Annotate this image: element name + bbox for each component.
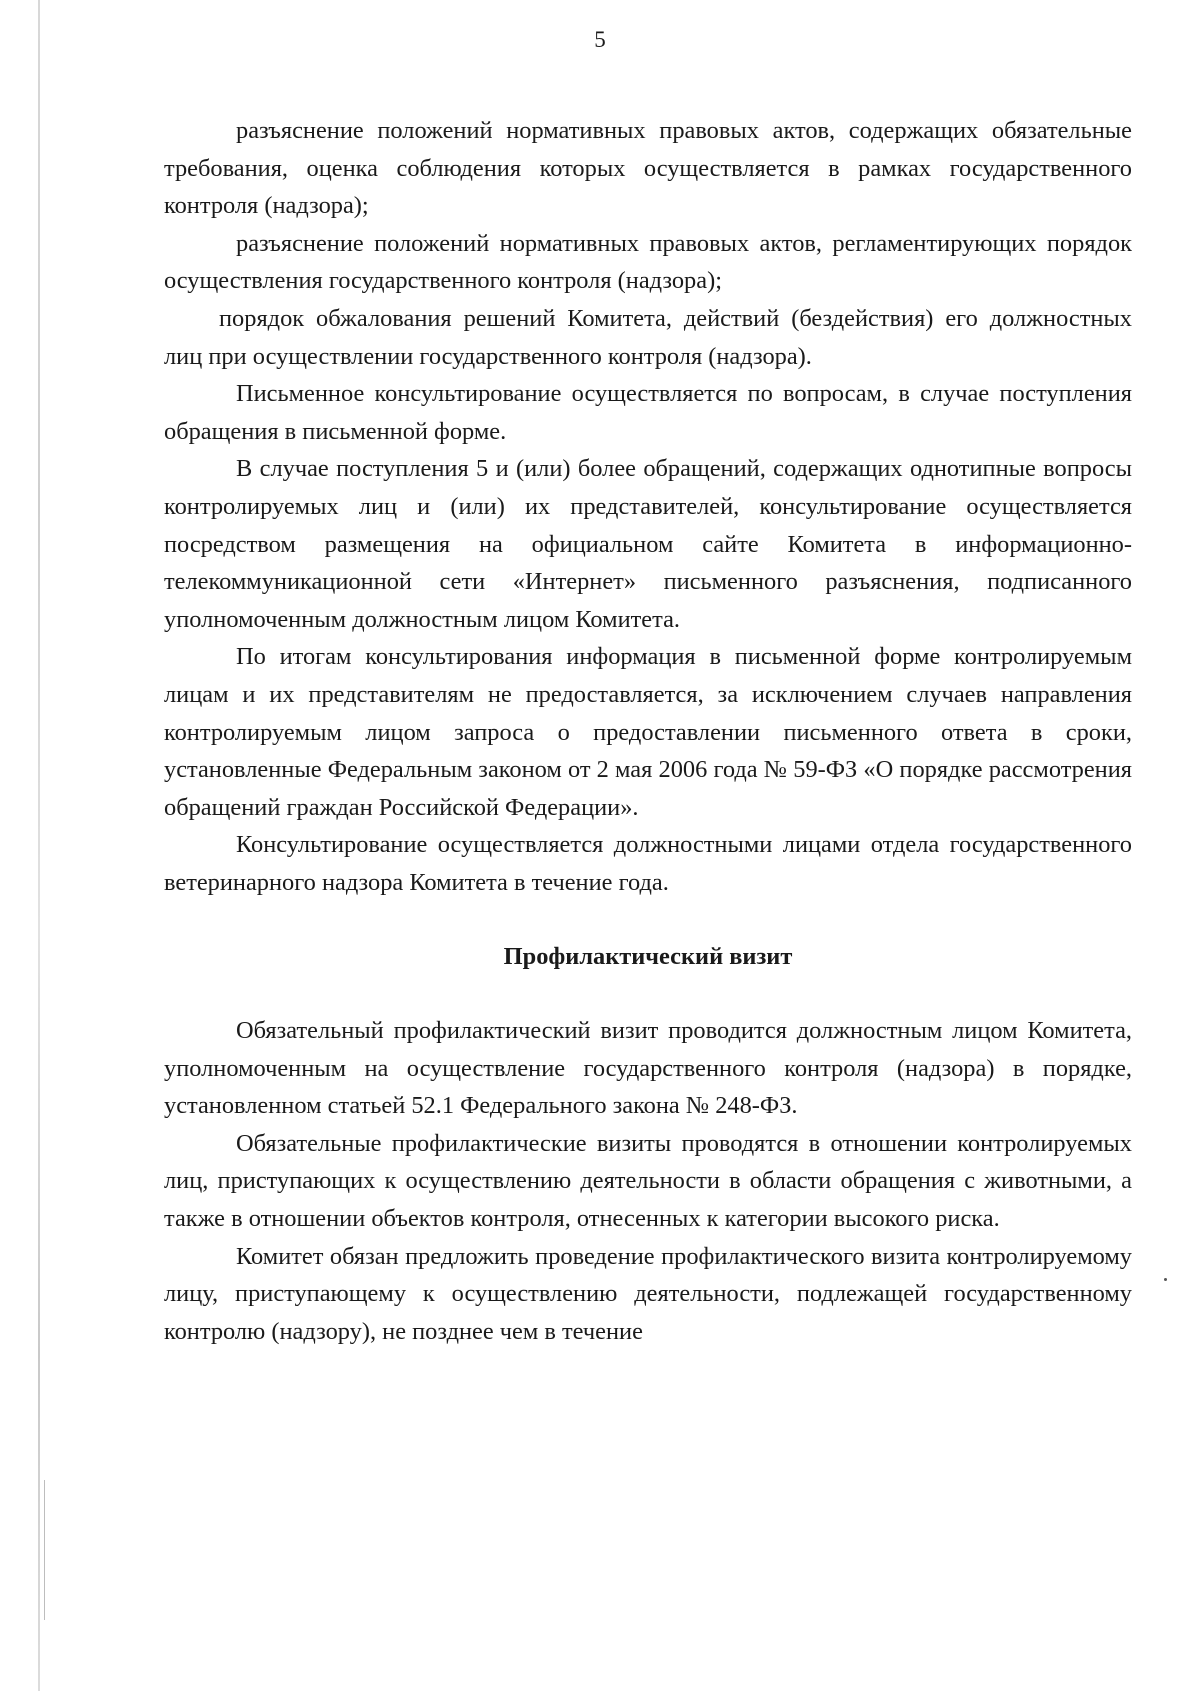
paragraph-multiple-requests: В случае поступления 5 и (или) более обращений, содержащих однотипные вопросы контролируемых лиц и (или) их представителей, консультирование осуществляется посредством размещения на официальном сайте Комитета в информационно-телекоммуникационной сети «Интернет» письменного разъяснения, подписанного уполномоченным должностным лицом Комитета. <box>164 455 1132 633</box>
scan-left-edge <box>38 0 40 1691</box>
paragraph-consulting-results: По итогам консультирования информация в письменной форме контролируемым лицам и их представителям не предоставляется, за исключением случаев направления контролируемым лицом запроса о предоставлении письменного ответа в сроки, установленные Федеральным законом от 2 мая 2006 года № 59-ФЗ «О порядке рассмотрения обращений граждан Российской Федерации». <box>164 643 1132 821</box>
paragraph-item-1: разъяснение положений нормативных правовых актов, содержащих обязательные требования, оценка соблюдения которых осуществляется в рамках государственного контроля (надзора); <box>164 117 1132 220</box>
document-body <box>164 112 1132 1350</box>
section-heading: Профилактический визит <box>503 943 793 971</box>
paragraph-item-3: порядок обжалования решений Комитета, действий (бездействия) его должностных лиц при осуществлении государственного контроля (надзора). <box>164 304 1132 370</box>
page-number: 5 <box>594 27 606 52</box>
paragraph-item-2: разъяснение положений нормативных правовых актов, регламентирующих порядок осуществления государственного контроля (надзора); <box>164 229 1132 295</box>
paragraph-visit-scope: Обязательные профилактические визиты проводятся в отношении контролируемых лиц, приступающих к осуществлению деятельности в области обращения с животными, а также в отношении объектов контроля, отнесенных к категории высокого риска. <box>164 1129 1132 1233</box>
scan-speck <box>1164 1278 1167 1281</box>
paragraph-committee-obligation: Комитет обязан предложить проведение профилактического визита контролируемому лицу, приступающему к осуществлению деятельности, подлежащей государственному контролю (надзору), не позднее чем в течение <box>164 1242 1132 1345</box>
paragraph-written-consulting: Письменное консультирование осуществляется по вопросам, в случае поступления обращения в письменной форме. <box>164 380 1132 445</box>
paragraph-consulting-officials: Консультирование осуществляется должностными лицами отдела государственного ветеринарного надзора Комитета в течение года. <box>164 831 1132 896</box>
scan-edge-mark <box>44 1480 45 1620</box>
paragraph-mandatory-visit: Обязательный профилактический визит проводится должностным лицом Комитета, уполномоченным на осуществление государственного контроля (надзора) в порядке, установленном статьей 52.1 Федерального закона № 248-ФЗ. <box>164 1017 1132 1120</box>
